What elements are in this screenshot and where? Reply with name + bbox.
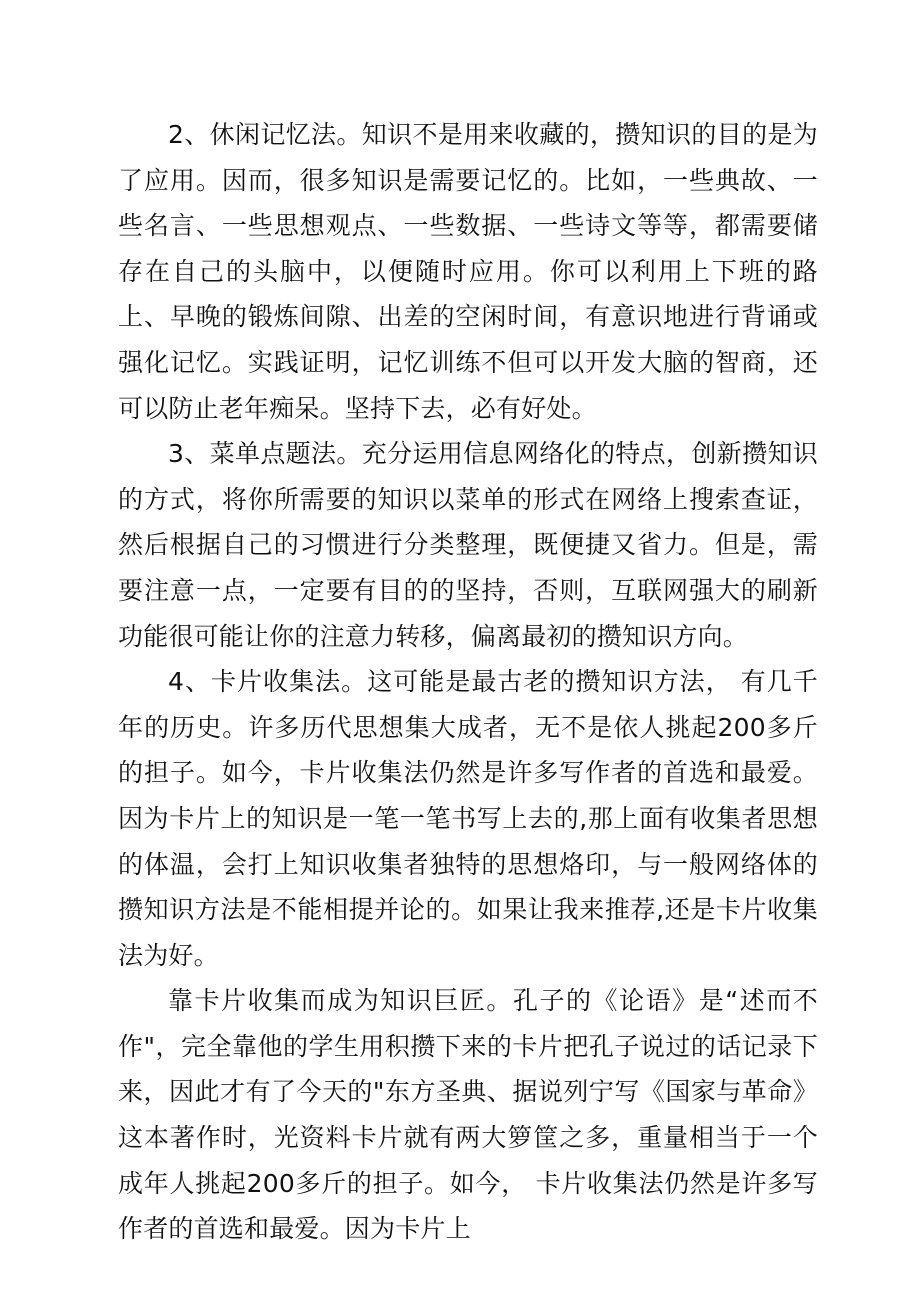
paragraph-leisure-memory-method: 2、休闲记忆法。知识不是用来收藏的，攒知识的目的是为了应用。因而，很多知识是需要记忆的。比如，一些典故、一些名言、一些思想观点、一些数据、一些诗文等等，都需要储存在自己的头脑中，以便随时应用。你可以利用上下班的路上、早晚的锻炼间隙、出差的空闲时间，有意识地进行背诵或强化记忆。实践证明，记忆训练不但可以开发大脑的智商，还可以防止老年痴呆。坚持下去，必有好处。 bbox=[118, 120, 818, 423]
body-text bbox=[118, 112, 818, 1252]
paragraph-knowledge-master: 靠卡片收集而成为知识巨匠。孔子的《论语》是“述而不作"，完全靠他的学生用积攒下来的卡片把孔子说过的话记录下来，因此才有了今天的"东方圣典、据说列宁写《国家与革命》这本著作时，光资料卡片就有两大箩筐之多，重量相当于一个成年人挑起200多斤的担子。如今， 卡片收集法仍然是许多写作者的首选和最爱。因为卡片上 bbox=[118, 986, 818, 1244]
paragraph-menu-topic-method: 3、菜单点题法。充分运用信息网络化的特点，创新攒知识的方式，将你所需要的知识以菜单的形式在网络上搜索查证，然后根据自己的习惯进行分类整理，既便捷又省力。但是，需要注意一点，一定要有目的的坚持，否则，互联网强大的刷新功能很可能让你的注意力转移，偏离最初的攒知识方向。 bbox=[118, 439, 818, 651]
paragraph-card-collection-method: 4、卡片收集法。这可能是最古老的攒知识方法， 有几千年的历史。许多历代思想集大成者，无不是依人挑起200多斤的担子。如今，卡片收集法仍然是许多写作者的首选和最爱。因为卡片上的知识是一笔一笔书写上去的,那上面有收集者思想的体温，会打上知识收集者独特的思想烙印，与一般网络体的攒知识方法是不能相提并论的。如果让我来推荐,还是卡片收集法为好。 bbox=[118, 667, 818, 970]
